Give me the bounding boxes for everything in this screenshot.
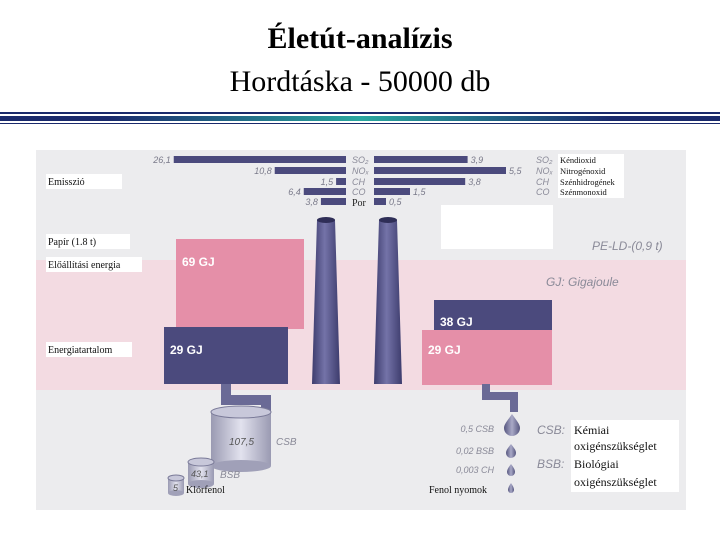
legend-code-nox: NOₓ [536, 166, 553, 176]
code-so2: SO₂ [352, 155, 369, 165]
label-gigajoule: GJ: Gigajoule [546, 275, 619, 289]
legend-bsb-code: BSB: [537, 457, 565, 471]
paper-emission-bar [304, 188, 346, 195]
csb-tank-label: CSB [276, 437, 297, 448]
paper-emission-bar [336, 178, 346, 185]
divider-rule-band [0, 116, 720, 121]
legend-name-ch: Szénhidrogének [560, 177, 615, 187]
legend-bsb-line1: Biológiai [574, 457, 619, 471]
paper-emission-bar [321, 198, 346, 205]
pe-emission-value: 3,9 [470, 155, 484, 165]
pe-emission-bar [374, 198, 386, 205]
paper-emission-value: 10,8 [254, 166, 272, 176]
bsb-tank-value: 43,1 [191, 469, 209, 479]
blank-label-box [441, 205, 553, 249]
pe-emission-value: 0,5 [389, 197, 402, 207]
pe-water-ch: 0,003 CH [455, 465, 494, 475]
paper-production-energy-block [176, 239, 304, 329]
legend-csb-line2: oxigénszükséglet [574, 439, 657, 453]
legend-code-ch: CH [536, 177, 549, 187]
life-cycle-diagram [36, 150, 686, 510]
legend-bsb-line2: oxigénszükséglet [574, 475, 657, 489]
legend-csb-line1: Kémiai [574, 423, 610, 437]
pe-water-bsb: 0,02 BSB [455, 446, 494, 456]
bsb-tank-label: BSB [220, 470, 241, 481]
pe-emission-bar [374, 188, 410, 195]
pe-energy-content-block [422, 330, 552, 385]
paper-emission-bar [275, 167, 346, 174]
divider-rule-top [0, 112, 720, 114]
divider-rule-bottom [0, 123, 720, 124]
legend-code-so2: SO₂ [536, 155, 553, 165]
pe-emission-bar [374, 156, 468, 163]
pe-emission-value: 1,5 [413, 187, 426, 197]
pe-emission-value: 5,5 [509, 166, 522, 176]
legend-name-so2: Kéndioxid [560, 155, 596, 165]
label-phenol-traces: Fenol nyomok [429, 485, 488, 496]
csb-tank-value: 107,5 [229, 437, 255, 448]
paper-emission-value: 26,1 [153, 155, 171, 165]
code-por: Por [352, 198, 366, 209]
label-chlorophenol: Klórfenol [186, 485, 225, 496]
page-subtitle: Hordtáska - 50000 db [229, 65, 491, 98]
paper-energy-content-value: 29 GJ [170, 343, 203, 357]
label-production-energy: Előállítási energia [48, 260, 121, 271]
pe-emission-value: 3,8 [468, 177, 481, 187]
pe-energy-content-value: 29 GJ [428, 343, 461, 357]
page-title: Életút-analízis [267, 22, 453, 55]
legend-code-co: CO [536, 187, 550, 197]
label-emission: Emisszió [48, 177, 85, 188]
label-pe-ld: PE-LD-(0,9 t) [592, 239, 663, 253]
legend-name-nox: Nitrogénoxid [560, 166, 606, 176]
paper-emission-value: 1,5 [320, 177, 334, 187]
paper-production-energy-value: 69 GJ [182, 255, 215, 269]
paper-emission-value: 6,4 [288, 187, 301, 197]
label-paper: Papír (1.8 t) [48, 237, 97, 248]
legend-csb-code: CSB: [537, 423, 566, 437]
pe-production-energy-value: 38 GJ [440, 315, 473, 329]
pe-emission-bar [374, 178, 465, 185]
code-nox: NOₓ [352, 166, 369, 176]
code-co: CO [352, 187, 366, 197]
chlorophenol-value: 5 [173, 483, 179, 493]
paper-emission-value: 3,8 [305, 197, 318, 207]
pe-emission-bar [374, 167, 506, 174]
label-energy-content: Energiatartalom [48, 345, 113, 356]
legend-name-co: Szénmonoxid [560, 187, 607, 197]
pe-water-csb: 0,5 CSB [460, 424, 494, 434]
code-ch: CH [352, 177, 365, 187]
paper-emission-bar [174, 156, 346, 163]
